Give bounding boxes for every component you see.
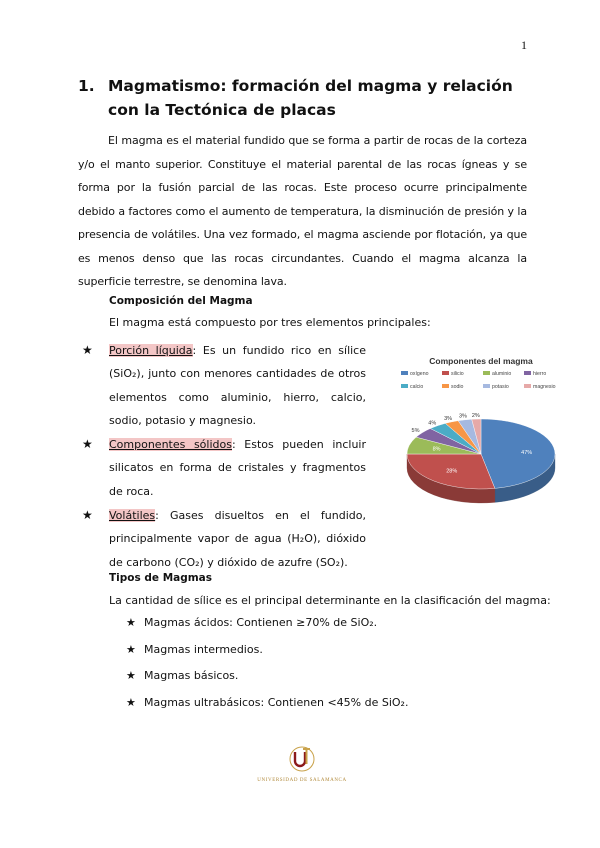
highlighted-term: Volátiles [109,509,156,523]
legend-swatch [401,384,408,388]
legend-label: sodio [451,384,464,390]
types-title: Tipos de Magmas [109,572,213,584]
section-title: Magmatismo: formación del magma y relación con la Tectónica de placas [108,77,513,119]
list-item [82,433,366,503]
star-bullet-icon: ★ [126,642,136,656]
highlighted-term: Componentes sólidos [109,438,232,452]
legend-label: silicio [451,371,464,377]
item-text: Magmas ácidos: Contienen ≥70% de SiO₂. [144,616,378,629]
pie-chart-svg [397,350,565,510]
legend-swatch [483,384,490,388]
types-intro: La cantidad de sílice es el principal determinante en la clasificación del magma: [109,594,551,607]
legend-swatch [401,371,408,375]
university-seal-icon [257,744,347,784]
data-label: 47% [521,449,533,456]
item-description: : Estos pueden incluir silicatos en forma de cristales y fragmentos de roca. [109,438,367,498]
item-description: : Es un fundido rico en sílice (SiO₂), junto con menores cantidades de otros elementos como aluminio, hierro, calcio, sodio, potasio y magnesio. [109,344,366,427]
list-item [126,695,408,722]
legend-label: aluminio [492,371,512,377]
legend-swatch [524,384,531,388]
intro-paragraph: El magma es el material fundido que se forma a partir de rocas de la corteza y/o el manto superior. Constituye el material parental de las rocas ígneas y se forma por la fusión parcial de las rocas. Este proceso ocurre principalmente debido a factores como el aumento de temperatura, la disminución de presión y la presencia de volátiles. Una vez formado, el magma asciende por flotación, ya que es menos denso que las rocas circundantes. Cuando el magma alcanza la superficie terrestre, se denomina lava. [78,134,527,288]
pie-chart [397,350,565,510]
legend-label: potasio [492,384,509,390]
legend-swatch [524,371,531,375]
data-label: 3% [444,416,453,423]
legend-swatch [442,371,449,375]
composition-title: Composición del Magma [109,295,253,307]
data-label: 8% [432,446,441,453]
composition-intro: El magma está compuesto por tres elementos principales: [109,316,431,329]
legend-label: hierro [533,371,547,377]
data-label: 5% [411,427,420,434]
data-label: 3% [458,413,467,420]
data-label: 4% [428,420,437,427]
item-text: Magmas ultrabásicos: Contienen <45% de SiO₂. [144,695,409,709]
legend-swatch [483,371,490,375]
item-text: Magmas básicos. [144,669,239,682]
star-bullet-icon: ★ [126,616,136,629]
legend-swatch [442,384,449,388]
list-item [126,615,408,642]
star-bullet-icon: ★ [82,508,93,523]
list-item [82,504,366,574]
legend-label: oxígeno [410,371,429,377]
star-bullet-icon: ★ [82,437,93,452]
page-number: 1 [521,38,527,52]
types-list [126,615,408,721]
logo-text: UNIVERSIDAD DE SALAMANCA [257,778,347,783]
list-item [126,668,408,695]
university-logo [257,744,347,784]
star-bullet-icon: ★ [82,343,93,357]
section-number: 1. [78,77,95,95]
star-bullet-icon: ★ [126,695,136,709]
legend-label: calcio [410,384,424,390]
item-description: : Gases disueltos en el fundido, principalmente vapor de agua (H₂O), dióxido de carbono (CO₂) y dióxido de azufre (SO₂). [109,509,366,569]
data-label: 28% [446,468,458,475]
composition-list [82,339,366,575]
data-label: 2% [471,412,480,419]
list-item [126,642,408,669]
highlighted-term: Porción líquida [109,344,193,357]
chart-title: Componentes del magma [429,356,533,366]
item-text: Magmas intermedios. [144,642,263,656]
star-bullet-icon: ★ [126,669,136,682]
legend-label: magnesio [533,384,556,390]
list-item [82,339,366,432]
